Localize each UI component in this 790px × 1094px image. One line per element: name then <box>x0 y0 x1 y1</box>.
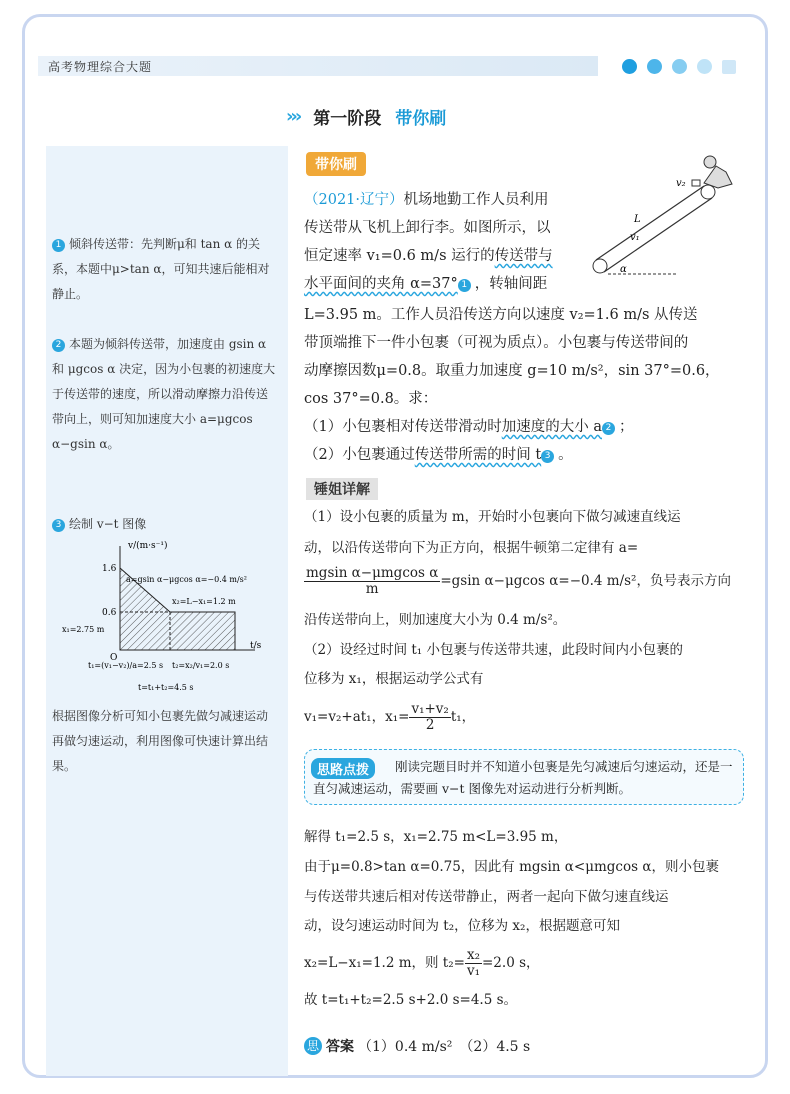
problem-line-5: L=3.95 m。工作人员沿传送方向以速度 v₂=1.6 m/s 从传送 <box>304 307 698 323</box>
q1c: ； <box>619 419 634 435</box>
vt-ylabel: v/(m·s⁻¹) <box>128 541 168 551</box>
frac-3-den: v₁ <box>466 963 480 979</box>
frac-2-num: v₁+v₂ <box>411 701 449 717</box>
vt-ytick-2: 0.6 <box>102 608 117 618</box>
frac-1-num: mgsin α−μmgcos α <box>306 565 439 581</box>
side-note-2 <box>52 332 278 457</box>
vt-origin: O <box>110 653 118 663</box>
problem-line-1 <box>304 187 549 215</box>
problem-line-6: 带顶端推下一件小包裹（可视为质点）。小包裹与传送带间的 <box>304 335 689 351</box>
dot-3 <box>672 59 687 74</box>
vt-t2-label: t₂=x₂/v₁=2.0 s <box>172 661 230 670</box>
side-note-4: 根据图像分析可知小包裹先做匀减速运动再做匀速运动，利用图像可快速计算出结果。 <box>52 709 269 773</box>
q1a: （1）小包裹相对传送带滑动时 <box>304 419 502 435</box>
solution-line-3-rest: =gsin α−μgcos α=−0.4 m/s²，负号表示方向 <box>440 573 731 589</box>
section-title-main: 第一阶段 <box>313 109 382 129</box>
solution-tag: 锤姐详解 <box>306 478 378 500</box>
vt-x2-label: x₂=L−x₁=1.2 m <box>172 597 236 606</box>
solution-line-8: 解得 t₁=2.5 s，x₁=2.75 m<L=3.95 m， <box>304 829 568 845</box>
badge-2-ref-icon: 2 <box>602 422 615 435</box>
badge-2-icon: 2 <box>52 339 65 352</box>
section-title <box>286 104 446 129</box>
solution-line-4: 沿传送带向上，则加速度大小为 0.4 m/s²。 <box>304 612 567 628</box>
dot-1 <box>622 59 637 74</box>
solution-line-12b: =2.0 s， <box>482 955 540 971</box>
tip-box <box>304 749 744 805</box>
solution-frac-1 <box>304 566 440 597</box>
q1b: 加速度的大小 a <box>501 419 602 435</box>
frac-1-den: m <box>365 581 379 597</box>
solution-line-13: 故 t=t₁+t₂=2.5 s+2.0 s=4.5 s。 <box>304 992 518 1008</box>
solution-line-7 <box>304 702 475 733</box>
belt-L: L <box>634 214 641 225</box>
badge-3-icon: 3 <box>52 519 65 532</box>
q2a: （2）小包裹通过 <box>304 447 415 463</box>
solution-line-3 <box>304 566 731 597</box>
problem-line-7: 动摩擦因数μ=0.8。取重力加速度 g=10 m/s²，sin 37°=0.6， <box>304 363 720 379</box>
solution-frac-2 <box>409 702 450 733</box>
solution-line-12a: x₂=L−x₁=1.2 m，则 t₂= <box>304 955 465 971</box>
problem-line-3 <box>304 243 553 271</box>
solution-line-9: 由于μ=0.8>tan α=0.75，因此有 mgsin α<μmgcos α，则小包裹 <box>304 859 719 875</box>
q2c: 。 <box>558 447 573 463</box>
answer-icon: 思 <box>304 1037 322 1055</box>
vt-t-label: t=t₁+t₂=4.5 s <box>138 683 194 692</box>
side-note-3 <box>52 512 278 537</box>
vt-t1-label: t₁=(v₁−v₂)/a=2.5 s <box>88 661 164 670</box>
side-note-2-text: 本题为倾斜传送带，加速度由 gsin α 和 μgcos α 决定，因为小包裹的初速度大于传送带的速度，所以滑动摩擦力沿传送带向上，则可知加速度大小 a=μgcos α−gsin α。 <box>52 337 276 451</box>
problem-line-4b: ，转轴间距 <box>474 276 548 292</box>
answer-label: 答案 <box>326 1039 354 1055</box>
dot-square <box>722 60 736 74</box>
badge-1-ref-icon: 1 <box>458 279 471 292</box>
badge-1-icon: 1 <box>52 239 65 252</box>
solution-line-11: 动，设匀速运动时间为 t₂，位移为 x₂，根据题意可知 <box>304 918 620 934</box>
problem-line-4 <box>304 271 547 299</box>
frac-2-den: 2 <box>425 717 435 733</box>
question-1 <box>304 414 634 442</box>
side-note-1-text: 倾斜传送带：先判断μ和 tan α 的关系，本题中μ>tan α，可知共速后能相对静止。 <box>52 237 270 301</box>
problem-line-3a: 恒定速率 v₁=0.6 m/s 运行的 <box>304 248 495 264</box>
vt-accel-label: a=gsin α−μgcos α=−0.4 m/s² <box>126 575 247 584</box>
problem-line-4a: 水平面间的夹角 α=37° <box>304 276 458 292</box>
header-dots <box>622 59 736 74</box>
tip-text: 刚读完题目时并不知道小包裹是先匀减速后匀速运动，还是一直匀减速运动，需要画 v−t 图像先对运动进行分析判断。 <box>313 759 733 796</box>
solution-line-5: （2）设经过时间 t₁ 小包裹与传送带共速，此段时间内小包裹的 <box>304 642 684 658</box>
worker-head-icon <box>704 156 716 168</box>
question-2 <box>304 442 573 470</box>
problem-tag: 带你刷 <box>306 152 366 176</box>
answer-text: （1）0.4 m/s² （2）4.5 s <box>358 1039 531 1055</box>
dot-2 <box>647 59 662 74</box>
belt-v2: v₂ <box>676 178 686 189</box>
answer <box>304 1036 530 1056</box>
chevron-icon: ››› <box>286 106 300 127</box>
belt-alpha: α <box>620 264 627 275</box>
problem-source: （2021·辽宁） <box>304 192 404 208</box>
section-title-accent: 带你刷 <box>395 109 447 129</box>
problem-line-2: 传送带从飞机上卸行李。如图所示，以 <box>304 220 551 236</box>
side-note-1 <box>52 232 278 307</box>
badge-3-ref-icon: 3 <box>541 450 554 463</box>
vt-ytick-1: 1.6 <box>102 564 117 574</box>
belt-v1: v₁ <box>630 232 640 243</box>
vt-graph <box>60 540 280 700</box>
header-title: 高考物理综合大题 <box>48 60 153 74</box>
solution-line-7b: t₁， <box>450 709 476 725</box>
problem-line-3b: 传送带与 <box>494 248 553 264</box>
tip-tag: 思路点拨 <box>311 758 375 779</box>
side-note-3-text: 绘制 v−t 图像 <box>69 517 147 531</box>
package-icon <box>692 180 700 186</box>
solution-line-12 <box>304 948 540 979</box>
vt-xlabel: t/s <box>250 641 262 651</box>
solution-line-10: 与传送带共速后相对传送带静止，两者一起向下做匀速直线运 <box>304 889 669 905</box>
solution-line-2: 动，以沿传送带向下为正方向，根据牛顿第二定律有 a= <box>304 540 639 556</box>
frac-3-num: x₂ <box>465 948 482 964</box>
problem-line-1-text: 机场地勤工作人员利用 <box>403 192 549 208</box>
vt-x1-label: x₁=2.75 m <box>62 625 105 634</box>
solution-line-1: （1）设小包裹的质量为 m，开始时小包裹向下做匀减速直线运 <box>304 509 681 525</box>
solution-frac-3 <box>465 948 482 979</box>
dot-4 <box>697 59 712 74</box>
belt-figure <box>586 148 736 288</box>
solution-line-7a: v₁=v₂+at₁，x₁= <box>304 709 410 725</box>
solution-line-6: 位移为 x₁，根据运动学公式有 <box>304 671 484 687</box>
q2b: 传送带所需的时间 t <box>414 447 542 463</box>
problem-line-8: cos 37°=0.8。求： <box>304 391 438 407</box>
